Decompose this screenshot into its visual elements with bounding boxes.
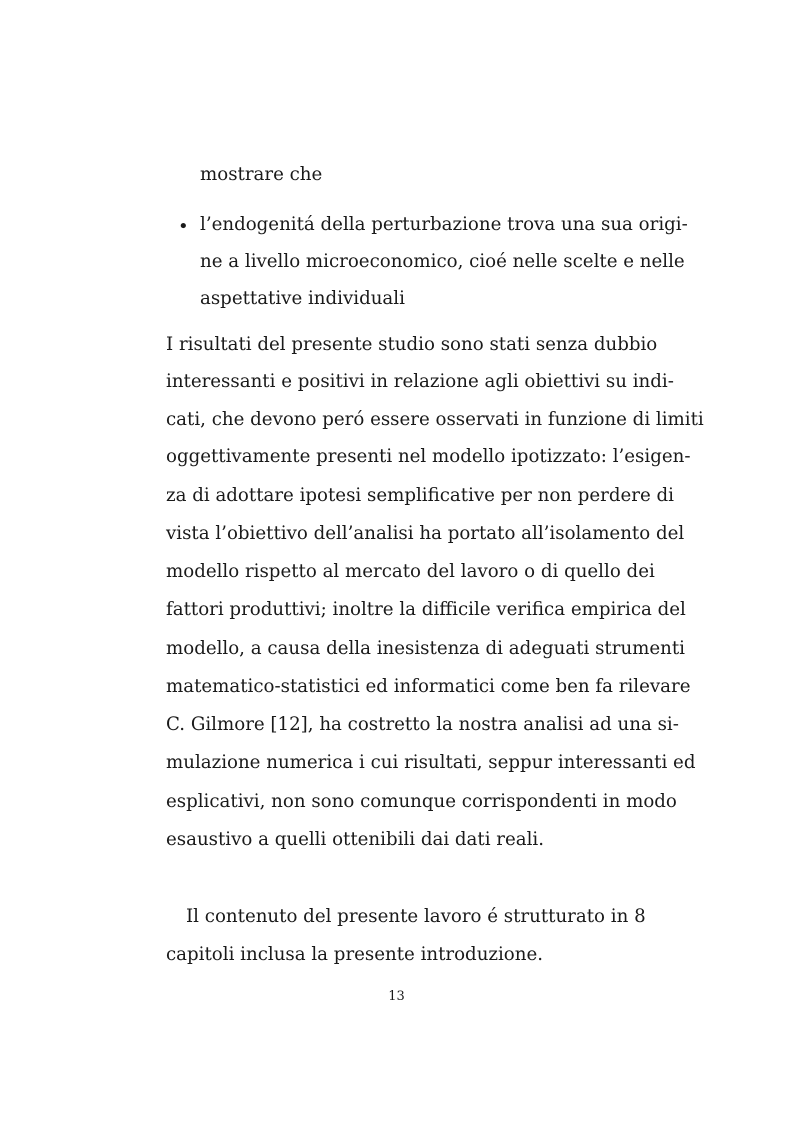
page-number: 13: [388, 989, 405, 1004]
paragraph1-line-7: modello rispetto al mercato del lavoro o di quello dei: [166, 561, 655, 582]
paragraph1-line-11: C. Gilmore [12], ha costretto la nostra analisi ad una si-: [166, 714, 679, 735]
bullet-marker: •: [178, 216, 189, 237]
paragraph1-line-12: mulazione numerica i cui risultati, seppur interessanti ed: [166, 752, 696, 773]
paragraph1-line-8: fattori produttivi; inoltre la difficile verifica empirica del: [166, 599, 686, 620]
paragraph2-line-2: capitoli inclusa la presente introduzione.: [166, 944, 544, 965]
paragraph1-line-9: modello, a causa della inesistenza di adeguati strumenti: [166, 638, 686, 659]
paragraph1-line-5: za di adottare ipotesi semplificative per non perdere di: [166, 485, 674, 506]
bullet-line-2: ne a livello microeconomico, cioé nelle scelte e nelle: [200, 251, 685, 272]
paragraph1-line-1: I risultati del presente studio sono stati senza dubbio: [166, 334, 658, 355]
paragraph1-line-14: esaustivo a quelli ottenibili dai dati reali.: [166, 829, 545, 850]
paragraph1-line-13: esplicativi, non sono comunque corrispondenti in modo: [166, 791, 677, 812]
paragraph1-line-6: vista l’obiettivo dell’analisi ha portato all’isolamento del: [166, 523, 685, 544]
paragraph2-line-1: Il contenuto del presente lavoro é strutturato in 8: [186, 906, 646, 927]
paragraph1-line-3: cati, che devono peró essere osservati in funzione di limiti: [166, 409, 704, 430]
paragraph1-line-10: matematico-statistici ed informatici come ben fa rilevare: [166, 676, 691, 697]
bullet-line-1: l’endogenitá della perturbazione trova una sua origi-: [200, 214, 688, 235]
paragraph1-line-4: oggettivamente presenti nel modello ipotizzato: l’esigen-: [166, 446, 691, 467]
continuation-text: mostrare che: [200, 164, 323, 185]
bullet-line-3: aspettative individuali: [200, 288, 405, 309]
paragraph1-line-2: interessanti e positivi in relazione agli obiettivi su indi-: [166, 371, 674, 392]
